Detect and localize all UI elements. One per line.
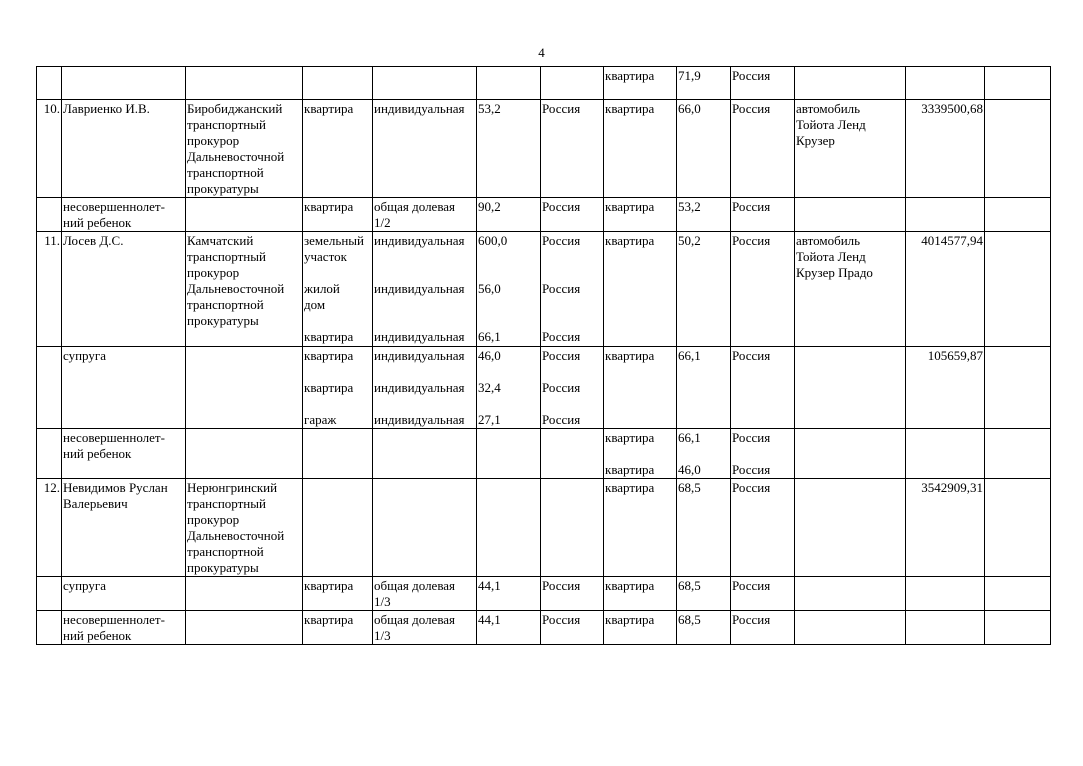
cell-line: Крузер — [796, 133, 835, 148]
cell-line: Россия — [732, 430, 771, 445]
cell-empty — [985, 100, 1051, 198]
cell-line: транспортной — [187, 544, 264, 559]
cell-line — [187, 430, 301, 446]
cell-line: транспортный — [187, 496, 266, 511]
cell-own-area — [477, 198, 541, 232]
cell-name — [62, 232, 186, 347]
cell-vehicles — [795, 611, 906, 645]
cell-line: Россия — [542, 612, 581, 627]
cell-line: Россия — [732, 101, 771, 116]
cell-line: Нерюнгринский — [187, 480, 278, 495]
cell-position — [186, 67, 303, 100]
cell-line — [542, 265, 602, 281]
cell-line: Россия — [732, 612, 771, 627]
cell-line — [796, 68, 904, 84]
cell-line — [304, 430, 371, 446]
cell-line — [478, 68, 539, 84]
cell-position — [186, 347, 303, 429]
cell-own-area — [477, 429, 541, 479]
cell-line — [796, 199, 904, 215]
cell-line: Россия — [542, 329, 581, 344]
cell-line — [796, 348, 904, 364]
cell-line: 66,0 — [678, 101, 701, 116]
cell-line — [304, 313, 371, 329]
cell-line: Лавриенко И.В. — [63, 101, 150, 116]
cell-line: несовершеннолет- — [63, 612, 165, 627]
cell-line: квартира — [605, 101, 655, 116]
cell-line: Россия — [732, 233, 771, 248]
cell-line: Крузер Прадо — [796, 265, 873, 280]
cell-line: прокурор — [187, 133, 240, 148]
cell-vehicles — [795, 577, 906, 611]
cell-line — [187, 68, 301, 84]
cell-income — [906, 429, 985, 479]
cell-income — [906, 577, 985, 611]
cell-line: общая долевая — [374, 199, 456, 214]
cell-own-area — [477, 232, 541, 347]
cell-income: 105659,87 — [906, 347, 985, 429]
cell-line: Дальневосточной — [187, 149, 285, 164]
cell-line: 27,1 — [478, 412, 501, 427]
cell-line: Россия — [542, 348, 581, 363]
cell-number — [37, 347, 62, 429]
cell-line: Россия — [732, 480, 771, 495]
cell-own-type — [303, 347, 373, 429]
cell-own-kind — [373, 100, 477, 198]
cell-line: индивидуальная — [374, 281, 465, 296]
cell-number — [37, 198, 62, 232]
cell-own-type — [303, 577, 373, 611]
cell-number — [37, 67, 62, 100]
cell-use-area — [677, 347, 731, 429]
page-number: 4 — [538, 45, 545, 60]
cell-line: 68,5 — [678, 480, 701, 495]
cell-line — [374, 364, 475, 380]
cell-name — [62, 198, 186, 232]
cell-use-area — [677, 429, 731, 479]
cell-use-country — [731, 429, 795, 479]
cell-use-country — [731, 232, 795, 347]
cell-line: 1/3 — [374, 594, 391, 609]
cell-own-country — [541, 577, 604, 611]
cell-line: Дальневосточной — [187, 281, 285, 296]
cell-name — [62, 347, 186, 429]
cell-name — [62, 429, 186, 479]
cell-own-kind — [373, 198, 477, 232]
cell-name — [62, 67, 186, 100]
cell-use-country — [731, 479, 795, 577]
cell-line — [63, 68, 184, 84]
cell-vehicles — [795, 100, 906, 198]
table-row — [37, 429, 1051, 479]
cell-vehicles — [795, 67, 906, 100]
cell-own-area — [477, 67, 541, 100]
cell-vehicles — [795, 429, 906, 479]
cell-name — [62, 611, 186, 645]
cell-own-kind — [373, 611, 477, 645]
cell-line: 90,2 — [478, 199, 501, 214]
cell-line: Невидимов Руслан — [63, 480, 168, 495]
cell-line: Тойота Ленд — [796, 249, 866, 264]
cell-line: Россия — [732, 462, 771, 477]
cell-line — [542, 480, 602, 496]
cell-empty — [985, 232, 1051, 347]
cell-line — [478, 364, 539, 380]
cell-line: транспортный — [187, 249, 266, 264]
cell-line: квартира — [605, 348, 655, 363]
cell-use-type — [604, 611, 677, 645]
cell-empty — [985, 429, 1051, 479]
cell-empty — [985, 479, 1051, 577]
cell-line: автомобиль — [796, 233, 861, 248]
cell-own-kind — [373, 232, 477, 347]
cell-line: 71,9 — [678, 68, 701, 83]
cell-line — [542, 396, 602, 412]
cell-line — [478, 313, 539, 329]
cell-line: Россия — [732, 199, 771, 214]
cell-line: прокурор — [187, 512, 240, 527]
cell-use-type — [604, 100, 677, 198]
cell-line: 44,1 — [478, 578, 501, 593]
cell-position — [186, 232, 303, 347]
cell-line: индивидуальная — [374, 412, 465, 427]
cell-own-country — [541, 67, 604, 100]
cell-line: квартира — [304, 199, 354, 214]
cell-number — [37, 429, 62, 479]
table-row — [37, 232, 1051, 347]
cell-use-type — [604, 232, 677, 347]
cell-line: Россия — [542, 380, 581, 395]
cell-own-type — [303, 232, 373, 347]
cell-own-country — [541, 100, 604, 198]
cell-position — [186, 100, 303, 198]
cell-own-area — [477, 611, 541, 645]
cell-empty — [985, 198, 1051, 232]
cell-line: транспортной — [187, 165, 264, 180]
cell-line — [374, 249, 475, 265]
cell-line: квартира — [304, 348, 354, 363]
cell-line — [374, 313, 475, 329]
cell-line — [187, 199, 301, 215]
cell-own-kind — [373, 577, 477, 611]
cell-position — [186, 611, 303, 645]
cell-own-country — [541, 611, 604, 645]
cell-line: 66,1 — [478, 329, 501, 344]
cell-line: квартира — [605, 233, 655, 248]
cell-line — [304, 364, 371, 380]
cell-line: Валерьевич — [63, 496, 128, 511]
cell-line: Россия — [542, 281, 581, 296]
cell-line: Россия — [542, 101, 581, 116]
cell-empty — [985, 347, 1051, 429]
cell-line: гараж — [304, 412, 337, 427]
cell-use-country — [731, 347, 795, 429]
cell-line: 50,2 — [678, 233, 701, 248]
cell-line: 46,0 — [678, 462, 701, 477]
cell-line: 32,4 — [478, 380, 501, 395]
cell-line: индивидуальная — [374, 348, 465, 363]
cell-line — [542, 68, 602, 84]
cell-line — [478, 480, 539, 496]
cell-position — [186, 429, 303, 479]
cell-line — [732, 446, 793, 462]
cell-line: 66,1 — [678, 430, 701, 445]
cell-line: квартира — [605, 430, 655, 445]
cell-line: прокурор — [187, 265, 240, 280]
cell-use-country — [731, 577, 795, 611]
cell-line: несовершеннолет- — [63, 199, 165, 214]
cell-line: автомобиль — [796, 101, 861, 116]
cell-name — [62, 100, 186, 198]
cell-line: квартира — [605, 462, 655, 477]
cell-line: Россия — [542, 233, 581, 248]
cell-empty — [985, 611, 1051, 645]
cell-line: Россия — [542, 412, 581, 427]
cell-line: 66,1 — [678, 348, 701, 363]
cell-own-area — [477, 577, 541, 611]
cell-use-type — [604, 347, 677, 429]
cell-line: квартира — [304, 612, 354, 627]
cell-use-type — [604, 577, 677, 611]
cell-line: 56,0 — [478, 281, 501, 296]
table-row — [37, 479, 1051, 577]
cell-number: 11. — [37, 232, 62, 347]
cell-line: общая долевая — [374, 578, 456, 593]
cell-own-kind — [373, 429, 477, 479]
cell-number: 10. — [37, 100, 62, 198]
cell-position — [186, 198, 303, 232]
cell-own-country — [541, 198, 604, 232]
cell-line: прокуратуры — [187, 313, 259, 328]
cell-line: квартира — [304, 380, 354, 395]
cell-line: индивидуальная — [374, 380, 465, 395]
cell-line — [374, 68, 475, 84]
cell-line — [542, 430, 602, 446]
cell-line: транспортной — [187, 297, 264, 312]
cell-line — [304, 68, 371, 84]
cell-income: 4014577,94 — [906, 232, 985, 347]
cell-line: прокуратуры — [187, 560, 259, 575]
cell-line: ний ребенок — [63, 215, 132, 230]
cell-use-type — [604, 67, 677, 100]
cell-line — [478, 249, 539, 265]
cell-line: квартира — [605, 68, 655, 83]
cell-own-area — [477, 100, 541, 198]
cell-use-area — [677, 577, 731, 611]
cell-line: жилой — [304, 281, 340, 296]
cell-line — [304, 396, 371, 412]
cell-line: Биробиджанский — [187, 101, 283, 116]
cell-line: ний ребенок — [63, 446, 132, 461]
cell-line — [542, 364, 602, 380]
cell-line: несовершеннолет- — [63, 430, 165, 445]
table-row — [37, 198, 1051, 232]
cell-line: Дальневосточной — [187, 528, 285, 543]
cell-line: квартира — [605, 612, 655, 627]
cell-own-country — [541, 479, 604, 577]
cell-line: прокуратуры — [187, 181, 259, 196]
cell-name — [62, 577, 186, 611]
cell-line — [187, 578, 301, 594]
cell-line: квартира — [304, 578, 354, 593]
cell-line: квартира — [605, 480, 655, 495]
cell-line — [678, 446, 729, 462]
cell-line — [374, 396, 475, 412]
cell-use-type — [604, 429, 677, 479]
cell-line: квартира — [605, 199, 655, 214]
cell-line: транспортный — [187, 117, 266, 132]
cell-own-type — [303, 198, 373, 232]
table-row — [37, 577, 1051, 611]
cell-vehicles — [795, 347, 906, 429]
cell-use-type — [604, 479, 677, 577]
cell-line: супруга — [63, 578, 106, 593]
cell-line: Россия — [732, 68, 771, 83]
cell-own-country — [541, 429, 604, 479]
cell-line — [187, 612, 301, 628]
cell-own-type — [303, 100, 373, 198]
cell-line: Россия — [732, 348, 771, 363]
cell-line: 53,2 — [678, 199, 701, 214]
cell-line — [374, 265, 475, 281]
cell-line — [542, 249, 602, 265]
cell-line: 600,0 — [478, 233, 508, 248]
cell-use-area — [677, 198, 731, 232]
cell-empty — [985, 67, 1051, 100]
cell-line — [478, 297, 539, 313]
cell-line: квартира — [304, 329, 354, 344]
cell-line — [374, 480, 475, 496]
cell-vehicles — [795, 232, 906, 347]
cell-line: Тойота Ленд — [796, 117, 866, 132]
cell-line: ний ребенок — [63, 628, 132, 643]
cell-line: 53,2 — [478, 101, 501, 116]
cell-line — [796, 612, 904, 628]
cell-own-type — [303, 479, 373, 577]
cell-own-kind — [373, 67, 477, 100]
cell-line — [187, 348, 301, 364]
cell-line: Россия — [542, 578, 581, 593]
cell-line: квартира — [304, 101, 354, 116]
cell-line: земельный — [304, 233, 364, 248]
cell-empty — [985, 577, 1051, 611]
cell-line — [374, 297, 475, 313]
cell-own-area — [477, 479, 541, 577]
cell-number: 12. — [37, 479, 62, 577]
cell-line — [796, 578, 904, 594]
cell-own-type — [303, 67, 373, 100]
cell-line: 1/3 — [374, 628, 391, 643]
cell-income: 3339500,68 — [906, 100, 985, 198]
cell-use-area — [677, 100, 731, 198]
cell-own-kind — [373, 479, 477, 577]
cell-line — [796, 480, 904, 496]
cell-use-type — [604, 198, 677, 232]
cell-line — [478, 396, 539, 412]
cell-line — [304, 265, 371, 281]
cell-use-area — [677, 611, 731, 645]
cell-line: общая долевая — [374, 612, 456, 627]
cell-number — [37, 611, 62, 645]
cell-line: 68,5 — [678, 612, 701, 627]
cell-line: индивидуальная — [374, 233, 465, 248]
cell-name — [62, 479, 186, 577]
cell-own-type — [303, 611, 373, 645]
cell-use-country — [731, 611, 795, 645]
cell-line: квартира — [605, 578, 655, 593]
cell-use-country — [731, 67, 795, 100]
cell-income — [906, 67, 985, 100]
cell-own-kind — [373, 347, 477, 429]
cell-line: Россия — [542, 199, 581, 214]
cell-use-country — [731, 198, 795, 232]
cell-line — [304, 480, 371, 496]
cell-line: 44,1 — [478, 612, 501, 627]
cell-line: участок — [304, 249, 347, 264]
cell-position — [186, 479, 303, 577]
cell-income — [906, 611, 985, 645]
cell-line: 46,0 — [478, 348, 501, 363]
cell-line: 68,5 — [678, 578, 701, 593]
cell-line: 1/2 — [374, 215, 391, 230]
cell-position — [186, 577, 303, 611]
cell-income — [906, 198, 985, 232]
cell-line: индивидуальная — [374, 101, 465, 116]
cell-own-type — [303, 429, 373, 479]
cell-line — [542, 297, 602, 313]
cell-vehicles — [795, 198, 906, 232]
cell-line — [605, 446, 675, 462]
declaration-table — [36, 66, 1051, 645]
cell-line: Камчатский — [187, 233, 254, 248]
cell-own-area — [477, 347, 541, 429]
cell-vehicles — [795, 479, 906, 577]
cell-line: дом — [304, 297, 326, 312]
cell-line: индивидуальная — [374, 329, 465, 344]
cell-line — [796, 430, 904, 446]
cell-line — [374, 430, 475, 446]
table-row — [37, 100, 1051, 198]
cell-use-area — [677, 67, 731, 100]
cell-line — [542, 313, 602, 329]
table-row — [37, 611, 1051, 645]
cell-line — [478, 265, 539, 281]
table-row — [37, 347, 1051, 429]
cell-own-country — [541, 232, 604, 347]
cell-use-area — [677, 232, 731, 347]
cell-income: 3542909,31 — [906, 479, 985, 577]
cell-own-country — [541, 347, 604, 429]
cell-line: Россия — [732, 578, 771, 593]
cell-line: Лосев Д.С. — [63, 233, 124, 248]
cell-line — [478, 430, 539, 446]
cell-use-country — [731, 100, 795, 198]
table-row — [37, 67, 1051, 100]
cell-number — [37, 577, 62, 611]
cell-use-area — [677, 479, 731, 577]
cell-line: супруга — [63, 348, 106, 363]
